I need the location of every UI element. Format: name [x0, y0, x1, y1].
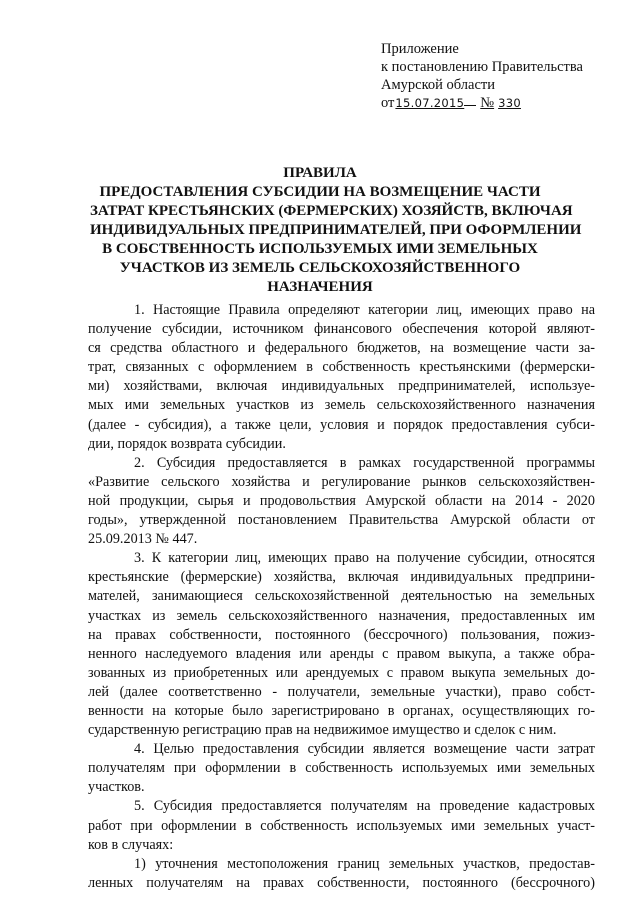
approval-title: Приложение: [381, 41, 459, 57]
paragraph-3-line: 3. К категории лиц, имеющих право на получение субсидии, относятся: [134, 550, 595, 567]
approval-region-line: Амурской области: [381, 77, 495, 93]
paragraph-3-line: крестьянские (фермерские) хозяйства, включая индивидуальных предприни-: [88, 569, 595, 586]
title-line: В СОБСТВЕННОСТЬ ИСПОЛЬЗУЕМЫХ ИМИ ЗЕМЕЛЬНЫХ: [102, 241, 538, 257]
approval-number: 330: [498, 96, 521, 110]
subitem-1-line: 1) уточнения местоположения границ земельных участков, предостав-: [134, 855, 595, 872]
paragraph-3-line: мателей, занимающиеся сельскохозяйственной деятельностью на земельных: [88, 588, 595, 605]
paragraph-1-line: ми) хозяйствами, включая индивидуальных предпринимателей, используе-: [88, 378, 595, 395]
title-line: ПРАВИЛА: [283, 165, 357, 181]
paragraph-2-line: 2. Субсидия предоставляется в рамках государственной программы: [134, 454, 595, 471]
paragraph-3-line: сударственную регистрацию прав на недвижимое имущество и сделок с ним.: [88, 722, 557, 739]
paragraph-2-line: 25.09.2013 № 447.: [88, 531, 198, 548]
paragraph-3-line: участках из земель сельскохозяйственного назначения, предоставленных им: [88, 607, 595, 624]
paragraph-3-line: ненного наследуемого владения или аренды с правом выкупа, а также обра-: [88, 645, 595, 662]
paragraph-2-line: «Развитие сельского хозяйства и регулирование рынков сельскохозяйствен-: [88, 473, 595, 490]
paragraph-5-line: 5. Субсидия предоставляется получателям на проведение кадастровых: [134, 798, 595, 815]
paragraph-1-line: (далее - субсидия), а также цели, условия и порядок предоставления субси-: [88, 416, 595, 433]
title-line: НАЗНАЧЕНИЯ: [267, 279, 373, 295]
title-line: ЗАТРАТ КРЕСТЬЯНСКИХ (ФЕРМЕРСКИХ) ХОЗЯЙСТВ, ВКЛЮЧАЯ: [90, 203, 573, 219]
title-line: УЧАСТКОВ ИЗ ЗЕМЕЛЬ СЕЛЬСКОХОЗЯЙСТВЕННОГО: [119, 260, 521, 276]
paragraph-4-line: 4. Целью предоставления субсидии является возмещение части затрат: [134, 741, 595, 758]
document-body: [88, 301, 595, 893]
paragraph-1-line: мых ими земельных участков из земель сельскохозяйственного назначения: [88, 397, 595, 414]
paragraph-1-line: получение субсидии, источником финансового обеспечения которой являют-: [88, 321, 595, 338]
approval-number-sign: №: [480, 95, 495, 111]
paragraph-3-line: лей (далее соответственно - получатели, земельные участки), право собст-: [88, 683, 595, 700]
approval-block: [381, 40, 621, 112]
paragraph-1-line: ся средства областного и федерального бюджетов, на возмещение части за-: [88, 340, 595, 357]
paragraph-4-line: получателям при оформлении в собственность используемых ими земельных: [88, 760, 595, 777]
paragraph-5-line: работ при оформлении в собственность используемых ими земельных участ-: [88, 817, 595, 834]
paragraph-4-line: участков.: [88, 779, 145, 796]
paragraph-2-line: годы», утвержденной постановлением Правительства Амурской области от: [88, 512, 595, 529]
subitem-1-line: ленных получателям на правах собственности, постоянного (бессрочного): [88, 874, 595, 891]
date-underline-tail: [464, 105, 476, 106]
approval-decree-line: к постановлению Правительства: [381, 59, 583, 75]
title-line: ИНДИВИДУАЛЬНЫХ ПРЕДПРИНИМАТЕЛЕЙ, ПРИ ОФОРМЛЕНИИ: [90, 222, 582, 238]
paragraph-5-line: ков в случаях:: [88, 836, 174, 853]
paragraph-2-line: ной продукции, сырья и продовольствия Амурской области на 2014 - 2020: [88, 492, 595, 509]
paragraph-1-line: 1. Настоящие Правила определяют категории лиц, имеющих право на: [134, 302, 595, 318]
paragraph-3-line: зованных из приобретенных или арендуемых с правом выкупа земельных до-: [88, 664, 595, 681]
paragraph-3-line: венности на которые было зарегистрировано в органах, осуществляющих го-: [88, 702, 595, 719]
paragraph-1-line: дии, порядок возврата субсидии.: [88, 435, 286, 452]
approval-date: 15.07.2015: [395, 96, 465, 110]
paragraph-1-line: трат, связанных с оформлением в собственность крестьянскими (фермерски-: [88, 359, 595, 376]
title-line: ПРЕДОСТАВЛЕНИЯ СУБСИДИИ НА ВОЗМЕЩЕНИЕ ЧАСТИ: [99, 184, 541, 200]
rules-title: [90, 164, 582, 297]
approval-date-number-line: [381, 94, 621, 112]
approval-from-prefix: от: [381, 95, 395, 111]
paragraph-3-line: на правах собственности, постоянного (бессрочного) пользования, пожиз-: [88, 626, 595, 643]
